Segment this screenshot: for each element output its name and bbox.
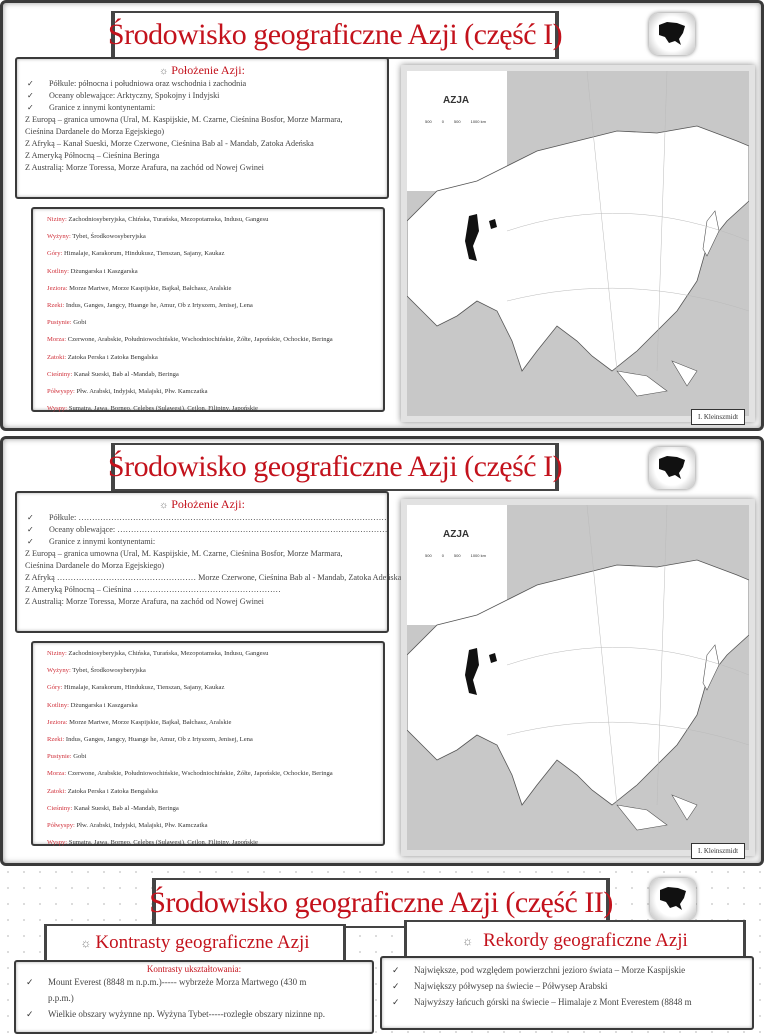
geography-category: Morza: <box>47 770 67 778</box>
geography-item <box>47 366 383 383</box>
geography-item <box>47 834 383 851</box>
geography-values: Zachodniosyberyjska, Chińska, Turańska, Mezopotamska, Indusu, Gangesu <box>66 216 269 223</box>
geography-item <box>47 280 383 297</box>
asia-map <box>401 65 755 422</box>
geography-category: Cieśniny: <box>47 804 73 812</box>
geography-item <box>47 331 383 348</box>
map-legend-area <box>407 71 507 191</box>
geography-category: Rzeki: <box>47 735 65 743</box>
contrasts-subheading: Kontrasty ukształtowania: <box>146 964 242 974</box>
map-legend-area <box>407 505 507 625</box>
geography-category: Półwyspy: <box>47 387 75 395</box>
records-box <box>380 956 754 1030</box>
list-item: ✓ Największe, pod względem powierzchni jezioro świata – Morze Kaspijskie <box>382 962 752 978</box>
geography-item <box>47 731 383 748</box>
geography-category: Niziny: <box>47 216 67 223</box>
geography-category: Kotliny: <box>47 267 69 275</box>
geography-category: Zatoki: <box>47 787 67 795</box>
geography-category: Jeziora: <box>47 284 68 292</box>
geography-category: Wyspy: <box>47 405 68 413</box>
geography-item <box>47 748 383 765</box>
geography-item <box>47 314 383 331</box>
geography-values: Sumatra, Jawa, Borneo, Celebes (Sulawesi), Cejlon, Filipiny, Japońskie <box>67 839 258 847</box>
border-line: Cieśnina Dardanele do Morza Egejskiego) <box>25 561 165 570</box>
contrasts-box <box>14 960 374 1034</box>
geography-values: Tybet, Środkowosyberyjska <box>70 667 146 675</box>
geography-values: Kanał Sueski, Bab al -Mandab, Beringa <box>72 370 179 378</box>
geography-category: Rzeki: <box>47 301 65 309</box>
geography-list-box <box>31 207 385 412</box>
geography-values: Zatoka Perska i Zatoka Bengalska <box>66 353 158 361</box>
geography-values: Sumatra, Jawa, Borneo, Celebes (Sulawesi), Cejlon, Filipiny, Japońskie <box>67 405 258 413</box>
checkmark-icon: ✓ <box>27 103 34 112</box>
geography-category: Jeziora: <box>47 718 68 726</box>
border-line: Z Ameryką Północną – Cieśnina Beringa <box>25 151 160 160</box>
map-label: AZJA <box>443 529 470 540</box>
lightbulb-icon: ☼ <box>80 935 92 950</box>
geography-item <box>47 263 383 280</box>
geography-values: Gobi <box>71 753 87 761</box>
border-line: Z Afryką …………………………………………… Morze Czerwone, Cieśnina Bab al - Mandab, Zatoka Adeńska <box>25 573 402 582</box>
border-line: Z Australią: Morze Toressa, Morze Arafura, na zachód od Nowej Gwinei <box>25 163 264 172</box>
checkmark-icon: ✓ <box>26 1009 34 1019</box>
geography-values: Czerwone, Arabskie, Południowochińskie, Wschodniochińskie, Żółte, Japońskie, Ochockie, Beringa <box>66 770 333 778</box>
title-banner <box>107 443 563 491</box>
geography-item <box>47 800 383 817</box>
geography-item <box>47 645 383 662</box>
checkmark-icon: ✓ <box>26 977 34 987</box>
geography-category: Morza: <box>47 336 67 344</box>
geography-item <box>47 714 383 731</box>
asia-emblem-icon <box>649 13 695 55</box>
geography-category: Wyspy: <box>47 839 68 847</box>
title-banner <box>107 11 563 59</box>
geography-category: Kotliny: <box>47 701 69 709</box>
checkmark-icon: ✓ <box>392 965 400 975</box>
lightbulb-icon: ☼ <box>159 66 169 77</box>
geography-values: Indus, Ganges, Jangcy, Huange he, Amur, Ob z Irtyszem, Jenisej, Lena <box>64 735 253 743</box>
border-line: Z Australią: Morze Toressa, Morze Arafura, na zachód od Nowej Gwinei <box>25 597 264 606</box>
geography-category: Wyżyny: <box>47 667 71 675</box>
position-bullet: ✓ Półkule: …………………………………………………………………………………………………… <box>17 512 387 524</box>
geography-category: Niziny: <box>47 650 67 657</box>
lightbulb-icon: ☼ <box>462 933 474 948</box>
geography-values: Dżungarska i Kaszgarska <box>68 701 138 709</box>
map-scale: 500 0 500 1000 km <box>425 119 486 124</box>
position-box <box>15 491 402 633</box>
geography-list-box <box>31 641 385 846</box>
records-heading: Rekordy geograficzne Azji <box>483 930 688 951</box>
position-bullet: ✓ Półkule: północna i południowa oraz wschodnia i zachodnia <box>17 78 387 90</box>
contrasts-heading: Kontrasty geograficzne Azji <box>95 932 310 953</box>
page-title: Środowisko geograficzne Azji (część II) <box>149 886 613 919</box>
geography-item <box>47 211 383 228</box>
geography-values: Indus, Ganges, Jangcy, Huange he, Amur, Ob z Irtyszem, Jenisej, Lena <box>64 301 253 309</box>
geography-category: Pustynie: <box>47 319 72 327</box>
border-line: Cieśnina Dardanele do Morza Egejskiego) <box>25 127 165 136</box>
position-bullet: ✓ Granice z innymi kontynentami: <box>17 536 387 548</box>
geography-values: Morze Martwe, Morze Kaspijskie, Bajkał, Bałchasz, Aralskie <box>67 718 232 726</box>
asia-emblem-icon <box>649 447 695 489</box>
geography-values: Tybet, Środkowosyberyjska <box>70 233 146 241</box>
list-item: ✓ Największy półwysep na świecie – Półwysep Arabski <box>382 978 752 994</box>
checkmark-icon: ✓ <box>27 513 34 522</box>
geography-item <box>47 245 383 262</box>
contrasts-banner <box>44 924 346 962</box>
border-line: Z Afryką – Kanał Sueski, Morze Czerwone, Cieśnina Bab al - Mandab, Zatoka Adeńska <box>25 139 314 148</box>
geography-category: Góry: <box>47 684 63 692</box>
list-item: ✓ Mount Everest (8848 m n.p.m.)----- wybrzeże Morza Martwego (430 m <box>16 974 372 990</box>
geography-values: Himalaje, Karakorum, Hindukusz, Tienszan, Sajany, Kaukaz <box>62 250 225 258</box>
geography-values: Płw. Arabski, Indyjski, Malajski, Płw. Kamczatka <box>74 821 208 829</box>
position-bullet: ✓ Oceany oblewające: Arktyczny, Spokojny i Indyjski <box>17 90 387 102</box>
lightbulb-icon: ☼ <box>159 500 169 511</box>
geography-category: Cieśniny: <box>47 370 73 378</box>
geography-item <box>47 297 383 314</box>
geography-item <box>47 383 383 400</box>
geography-item <box>47 349 383 366</box>
geography-category: Wyżyny: <box>47 233 71 241</box>
worksheet-part1-blank <box>0 436 764 866</box>
worksheet-part2 <box>0 868 768 1024</box>
checkmark-icon: ✓ <box>27 525 34 534</box>
checkmark-icon: ✓ <box>392 981 400 991</box>
geography-values: Zatoka Perska i Zatoka Bengalska <box>66 787 158 795</box>
border-line: Z Europą – granica umowna (Ural, M. Kaspijskie, M. Czarne, Cieśnina Bosfor, Morze Marmara, <box>25 115 343 124</box>
checkmark-icon: ✓ <box>27 91 34 100</box>
geography-item <box>47 697 383 714</box>
map-scale: 500 0 500 1000 km <box>425 553 486 558</box>
list-item: ✓ Wielkie obszary wyżynne np. Wyżyna Tybet-----rozległe obszary nizinne np. <box>16 1006 372 1022</box>
geography-values: Gobi <box>71 319 87 327</box>
author-credit: I. Kleinszmidt <box>691 843 745 859</box>
geography-category: Pustynie: <box>47 753 72 761</box>
geography-category: Półwyspy: <box>47 821 75 829</box>
geography-item <box>47 679 383 696</box>
position-bullet: ✓ Granice z innymi kontynentami: <box>17 102 387 114</box>
geography-item <box>47 765 383 782</box>
list-item: ✓ Najwyższy łańcuch górski na świecie – Himalaje z Mont Everestem (8848 m <box>382 994 752 1010</box>
position-box <box>15 57 389 199</box>
checkmark-icon: ✓ <box>27 537 34 546</box>
page-title: Środowisko geograficzne Azji (część I) <box>107 18 563 51</box>
geography-values: Płw. Arabski, Indyjski, Malajski, Płw. Kamczatka <box>74 387 208 395</box>
checkmark-icon: ✓ <box>392 997 400 1007</box>
geography-values: Dżungarska i Kaszgarska <box>68 267 138 275</box>
map-label: AZJA <box>443 95 470 106</box>
geography-item <box>47 400 383 417</box>
page-title: Środowisko geograficzne Azji (część I) <box>107 450 563 483</box>
border-line: Z Europą – granica umowna (Ural, M. Kaspijskie, M. Czarne, Cieśnina Bosfor, Morze Marmara, <box>25 549 343 558</box>
geography-values: Kanał Sueski, Bab al -Mandab, Beringa <box>72 804 179 812</box>
list-item: p.p.m.) <box>48 993 74 1003</box>
position-heading: Położenie Azji: <box>171 63 245 77</box>
author-credit: I. Kleinszmidt <box>691 409 745 425</box>
geography-values: Himalaje, Karakorum, Hindukusz, Tienszan, Sajany, Kaukaz <box>62 684 225 692</box>
position-heading: Położenie Azji: <box>171 497 245 511</box>
border-line: Z Ameryką Północną – Cieśnina ……………………………………………… <box>25 585 281 594</box>
geography-values: Morze Martwe, Morze Kaspijskie, Bajkał, Bałchasz, Aralskie <box>67 284 232 292</box>
geography-category: Zatoki: <box>47 353 67 361</box>
asia-emblem-icon <box>650 878 696 920</box>
geography-item <box>47 817 383 834</box>
checkmark-icon: ✓ <box>27 79 34 88</box>
geography-item <box>47 783 383 800</box>
position-bullet: ✓ Oceany oblewające: ……………………………………………………………………………………… <box>17 524 387 536</box>
geography-values: Zachodniosyberyjska, Chińska, Turańska, Mezopotamska, Indusu, Gangesu <box>66 650 269 657</box>
geography-category: Góry: <box>47 250 63 258</box>
geography-item <box>47 228 383 245</box>
geography-item <box>47 662 383 679</box>
asia-map <box>401 499 755 856</box>
worksheet-part1 <box>0 0 764 431</box>
geography-values: Czerwone, Arabskie, Południowochińskie, Wschodniochińskie, Żółte, Japońskie, Ochockie, Beringa <box>66 336 333 344</box>
